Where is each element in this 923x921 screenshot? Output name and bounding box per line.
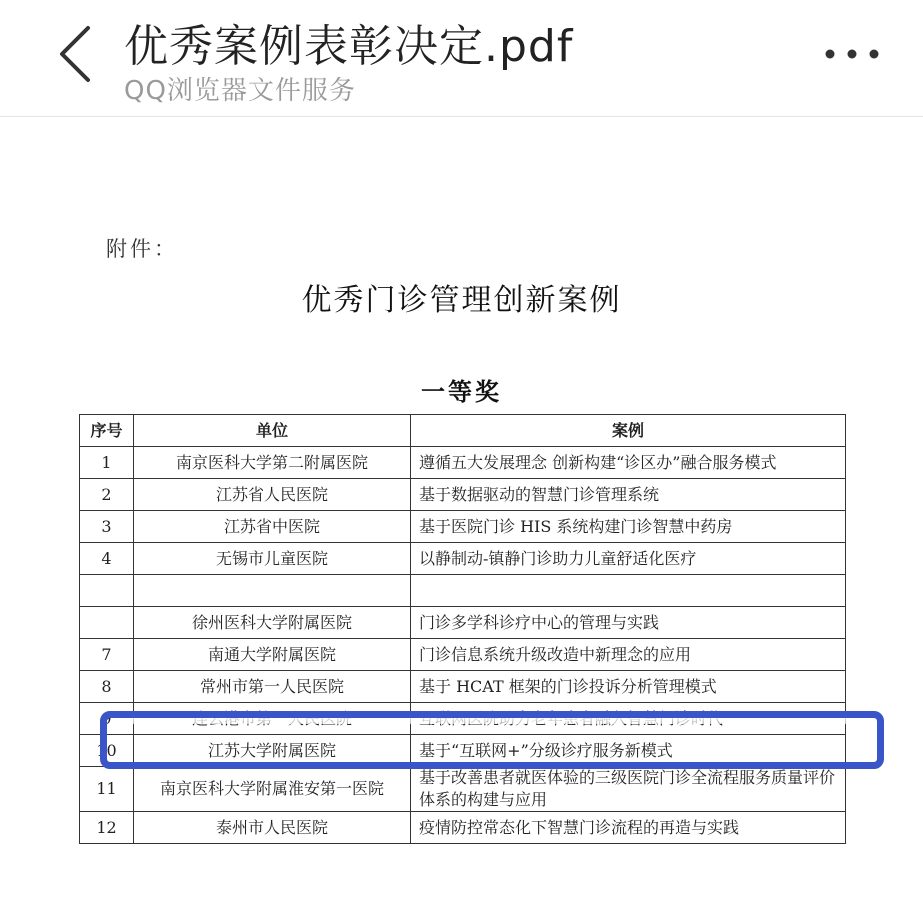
table-row [80, 639, 846, 671]
row-case: 基于数据驱动的智慧门诊管理系统 [411, 479, 846, 511]
pdf-page[interactable] [0, 117, 923, 921]
row-unit: 南通大学附属医院 [134, 639, 411, 671]
row-unit: 南京医科大学第二附属医院 [134, 447, 411, 479]
row-no: 12 [80, 812, 134, 844]
table-row [80, 671, 846, 703]
back-button[interactable] [48, 20, 108, 88]
header-case: 案例 [411, 415, 846, 447]
row-no: 2 [80, 479, 134, 511]
row-unit: 江苏大学附属医院 [134, 735, 411, 767]
section-title: 一等奖 [421, 378, 502, 406]
table-row-highlighted [80, 607, 846, 639]
header-unit: 单位 [134, 415, 411, 447]
row-case [411, 575, 846, 607]
file-source: QQ浏览器文件服务 [124, 76, 356, 106]
row-no: 11 [80, 767, 134, 812]
row-no [80, 607, 134, 639]
table-row [80, 511, 846, 543]
row-no: 1 [80, 447, 134, 479]
row-case: 遵循五大发展理念 创新构建“诊区办”融合服务模式 [411, 447, 846, 479]
row-case: 门诊多学科诊疗中心的管理与实践 [411, 607, 846, 639]
table-row [80, 447, 846, 479]
table-row-obscured [80, 575, 846, 607]
row-unit: 南京医科大学附属淮安第一医院 [134, 767, 411, 812]
row-case: 基于“互联网+”分级诊疗服务新模式 [411, 735, 846, 767]
document-title: 优秀门诊管理创新案例 [301, 283, 622, 318]
more-button[interactable] [820, 36, 884, 72]
row-unit [134, 575, 411, 607]
row-unit: 常州市第一人民医院 [134, 671, 411, 703]
row-unit: 泰州市人民医院 [134, 812, 411, 844]
header-no: 序号 [80, 415, 134, 447]
table-row [80, 767, 846, 812]
row-unit: 无锡市儿童医院 [134, 543, 411, 575]
back-chevron-icon [48, 20, 108, 88]
row-case: 疫情防控常态化下智慧门诊流程的再造与实践 [411, 812, 846, 844]
top-bar [0, 0, 923, 117]
row-unit: 徐州医科大学附属医院 [134, 607, 411, 639]
row-no: 4 [80, 543, 134, 575]
row-unit: 江苏省人民医院 [134, 479, 411, 511]
row-no [80, 575, 134, 607]
row-no: 10 [80, 735, 134, 767]
row-no: 7 [80, 639, 134, 671]
table-row [80, 479, 846, 511]
row-case: 基于 HCAT 框架的门诊投诉分析管理模式 [411, 671, 846, 703]
row-case: 门诊信息系统升级改造中新理念的应用 [411, 639, 846, 671]
obscured-row-overlay [112, 714, 872, 724]
row-no: 8 [80, 671, 134, 703]
row-case: 基于改善患者就医体验的三级医院门诊全流程服务质量评价体系的构建与应用 [411, 767, 846, 812]
row-case: 基于医院门诊 HIS 系统构建门诊智慧中药房 [411, 511, 846, 543]
row-no: 3 [80, 511, 134, 543]
table-header-row [80, 415, 846, 447]
row-no: 9 [80, 703, 134, 735]
table-row [80, 543, 846, 575]
row-unit: 江苏省中医院 [134, 511, 411, 543]
attachment-label: 附件： [106, 237, 178, 261]
row-case: 以静制动-镇静门诊助力儿童舒适化医疗 [411, 543, 846, 575]
file-title: 优秀案例表彰决定.pdf [124, 21, 574, 72]
table-row [80, 735, 846, 767]
awards-table [79, 414, 846, 844]
more-dots-icon [820, 36, 884, 72]
table-row [80, 812, 846, 844]
